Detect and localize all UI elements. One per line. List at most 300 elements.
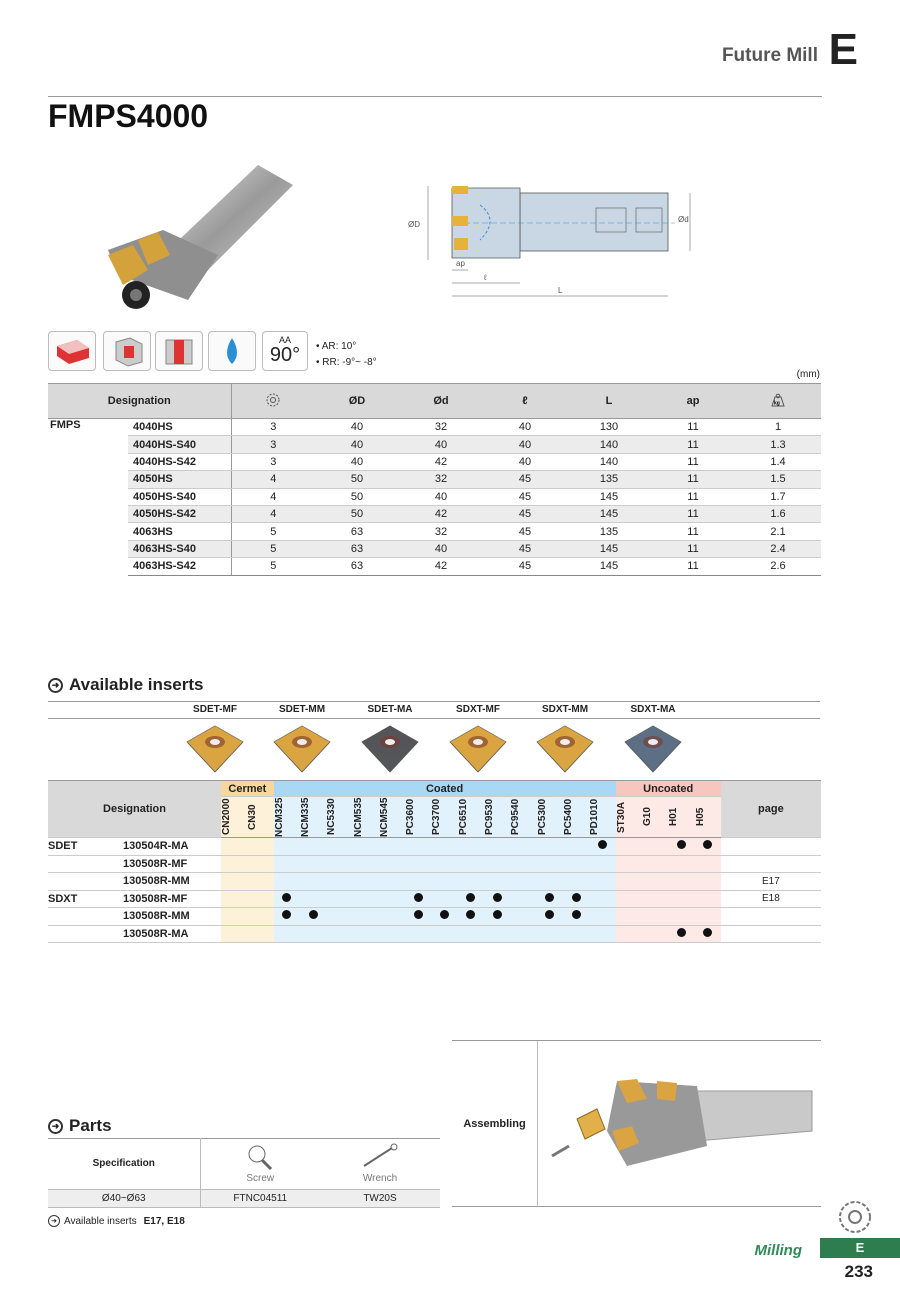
grade-cell [431, 873, 457, 891]
value-cell: 42 [399, 505, 483, 522]
grade-cell [616, 908, 642, 926]
grade-cell [326, 873, 352, 891]
availability-dot [545, 910, 554, 919]
table-row [48, 890, 821, 908]
grade-cell [458, 890, 484, 908]
grade-name: PD1010 [589, 798, 601, 836]
grade-header [458, 797, 484, 838]
value-cell: 40 [315, 419, 399, 436]
grade-name: G10 [641, 807, 653, 827]
grade-name: CN2000 [221, 798, 233, 836]
grade-cell [589, 838, 615, 856]
grade-group: SDET [48, 838, 123, 856]
grade-cell [668, 890, 694, 908]
value-cell: 5 [231, 523, 315, 540]
grade-cell [405, 855, 431, 873]
table-row [48, 855, 821, 873]
grade-cell [300, 838, 326, 856]
assembly-image [547, 1071, 817, 1181]
teeth-icon [265, 392, 281, 408]
page-cell[interactable]: E17 [721, 873, 821, 891]
header-divider [48, 96, 822, 97]
grade-name: PC5400 [562, 798, 574, 836]
grade-cell [537, 908, 563, 926]
value-cell: 40 [399, 540, 483, 557]
grade-name: PC6510 [457, 798, 469, 836]
col-d: Ød [399, 384, 483, 419]
grade-cell [616, 838, 642, 856]
table-row [48, 453, 821, 470]
face-milling-icon [48, 331, 96, 371]
table-row [48, 488, 821, 505]
milling-icon [838, 1200, 872, 1234]
inserts-heading [48, 675, 204, 695]
grade-header [484, 797, 510, 838]
value-cell: 11 [651, 453, 735, 470]
grade-cell [616, 873, 642, 891]
available-inserts-text: Available inserts [64, 1215, 137, 1227]
designation-cell: 4040HS-S40 [128, 436, 231, 453]
grade-cell [563, 855, 589, 873]
grade-cell [431, 838, 457, 856]
grade-cell [458, 873, 484, 891]
grade-cell [616, 925, 642, 943]
grade-cell [221, 925, 247, 943]
assembling-box [452, 1040, 821, 1207]
page-header: page [721, 781, 821, 838]
grade-cell [668, 925, 694, 943]
grade-cell [510, 838, 536, 856]
grade-cell [247, 925, 273, 943]
grade-header [510, 797, 536, 838]
grade-group [48, 925, 123, 943]
grade-cell [642, 890, 668, 908]
grade-cell [668, 908, 694, 926]
page-number: 233 [844, 1262, 873, 1281]
parts-table [48, 1138, 440, 1208]
value-cell: 5 [231, 558, 315, 575]
grade-cell [353, 890, 379, 908]
value-cell: 2.1 [735, 523, 821, 540]
insert-code: 130508R-MF [123, 855, 221, 873]
value-cell: 40 [483, 436, 567, 453]
grade-cell [484, 873, 510, 891]
value-cell: 145 [567, 540, 651, 557]
grade-cell [379, 890, 405, 908]
insert-code: 130508R-MF [123, 890, 221, 908]
grade-cell [431, 890, 457, 908]
value-cell: 3 [231, 419, 315, 436]
grade-cell [274, 838, 300, 856]
wrench-cell [320, 1138, 440, 1189]
inserts-divider-mid [48, 718, 820, 719]
availability-dot [493, 893, 502, 902]
grade-cell [353, 855, 379, 873]
col-l: ℓ [483, 384, 567, 419]
grade-group [48, 873, 123, 891]
page-cell [721, 838, 821, 856]
table-row [48, 523, 821, 540]
table-row [48, 838, 821, 856]
parts-heading [48, 1116, 112, 1136]
table-row [48, 873, 821, 891]
arrow-icon: ➜ [48, 1119, 63, 1134]
grade-cell [300, 908, 326, 926]
grade-cell [379, 908, 405, 926]
insert-name: SDXT-MF [456, 704, 500, 715]
grade-cell [431, 925, 457, 943]
grade-cell [668, 855, 694, 873]
available-inserts-ref [48, 1215, 185, 1227]
footer-letter: E [820, 1238, 900, 1258]
col-D: ØD [315, 384, 399, 419]
grade-header [589, 797, 615, 838]
footer-section: Milling [754, 1242, 802, 1259]
grade-header [326, 797, 352, 838]
grade-cell [668, 838, 694, 856]
value-cell: 40 [483, 419, 567, 436]
screw-icon [245, 1142, 275, 1170]
availability-dot [703, 840, 712, 849]
designation-cell: 4063HS-S42 [128, 558, 231, 575]
grade-name: PC5300 [536, 798, 548, 836]
insert-chip-icon [358, 722, 422, 776]
value-cell: 11 [651, 540, 735, 557]
value-cell: 40 [483, 453, 567, 470]
value-cell: 135 [567, 523, 651, 540]
insert-name: SDXT-MM [541, 704, 589, 715]
table-row [48, 471, 821, 488]
availability-dot [493, 910, 502, 919]
value-cell: 1.5 [735, 471, 821, 488]
grade-cell [484, 890, 510, 908]
grade-header [274, 797, 300, 838]
value-cell: 32 [399, 471, 483, 488]
value-cell: 42 [399, 558, 483, 575]
grade-cell [537, 890, 563, 908]
grade-group [48, 855, 123, 873]
availability-dot [677, 928, 686, 937]
grade-cell [247, 908, 273, 926]
insert-code: 130508R-MM [123, 908, 221, 926]
value-cell: 1.3 [735, 436, 821, 453]
grade-cell [695, 855, 721, 873]
table-row [48, 505, 821, 522]
designation-cell: 4063HS [128, 523, 231, 540]
value-cell: 40 [315, 453, 399, 470]
parts-heading-text: Parts [69, 1116, 112, 1135]
grade-cell [510, 873, 536, 891]
parts-range: Ø40~Ø63 [48, 1189, 200, 1207]
grade-cell [695, 908, 721, 926]
screw-code: FTNC04511 [200, 1189, 320, 1207]
grade-cell [379, 838, 405, 856]
grade-header [379, 797, 405, 838]
grade-cell [247, 873, 273, 891]
value-cell: 4 [231, 471, 315, 488]
designation-cell: 4040HS-S42 [128, 453, 231, 470]
grade-cell [326, 925, 352, 943]
shoulder-milling-icon [103, 331, 151, 371]
value-cell: 11 [651, 558, 735, 575]
availability-dot [282, 893, 291, 902]
col-ap: ap [651, 384, 735, 419]
slotting-icon [155, 331, 203, 371]
table-row [48, 925, 821, 943]
grade-name: PC3700 [431, 798, 443, 836]
grade-cell [616, 890, 642, 908]
spec-table [48, 383, 821, 576]
approach-angle-box [262, 331, 308, 371]
col-weight [735, 384, 821, 419]
grade-designation-header: Designation [48, 781, 221, 838]
grade-cell [379, 925, 405, 943]
label-D: ØD [408, 220, 420, 229]
availability-dot [572, 910, 581, 919]
availability-dot [598, 840, 607, 849]
grade-cell [563, 908, 589, 926]
value-cell: 11 [651, 471, 735, 488]
grade-cell [300, 855, 326, 873]
rake-angles [316, 339, 377, 371]
grade-cell [563, 925, 589, 943]
grade-cell [484, 925, 510, 943]
grade-cell [563, 873, 589, 891]
grade-table [48, 780, 821, 943]
insert-code: 130508R-MA [123, 925, 221, 943]
grade-name: NCM335 [299, 797, 311, 837]
value-cell: 45 [483, 540, 567, 557]
grade-name: H05 [694, 807, 706, 827]
grade-cell [405, 873, 431, 891]
value-cell: 135 [567, 471, 651, 488]
label-L: L [558, 286, 563, 295]
inserts-divider-top [48, 701, 820, 702]
availability-dot [572, 893, 581, 902]
grade-cell [405, 925, 431, 943]
page-cell[interactable]: E18 [721, 890, 821, 908]
value-cell: 145 [567, 558, 651, 575]
grade-cell [510, 925, 536, 943]
grade-group: SDXT [48, 890, 123, 908]
grade-cell [405, 838, 431, 856]
grade-cell [510, 890, 536, 908]
grade-cell [300, 873, 326, 891]
value-cell: 2.6 [735, 558, 821, 575]
technical-drawing [400, 180, 700, 300]
grade-cell [695, 873, 721, 891]
radial-rake: • RR: -9°~ -8° [316, 357, 377, 368]
value-cell: 40 [315, 436, 399, 453]
col-L: L [567, 384, 651, 419]
screw-label: Screw [246, 1173, 275, 1185]
inserts-heading-text: Available inserts [69, 675, 204, 694]
grade-cell [589, 855, 615, 873]
category-title: Future Mill [721, 45, 818, 66]
value-cell: 11 [651, 436, 735, 453]
assembling-label: Assembling [452, 1041, 538, 1207]
arrow-icon: ➜ [48, 1215, 60, 1227]
grade-cell [510, 908, 536, 926]
designation-cell: 4050HS-S40 [128, 488, 231, 505]
grade-cell [484, 855, 510, 873]
group-header-coated: Coated [274, 781, 616, 797]
grade-cell [405, 890, 431, 908]
availability-dot [440, 910, 449, 919]
grade-cell [668, 873, 694, 891]
insert-name: SDET-MF [193, 704, 237, 715]
grade-header [431, 797, 457, 838]
designation-cell: 4050HS-S42 [128, 505, 231, 522]
grade-cell [431, 855, 457, 873]
page-cell [721, 855, 821, 873]
designation-cell: 4040HS [128, 419, 231, 436]
wrench-icon [360, 1142, 400, 1170]
value-cell: 50 [315, 505, 399, 522]
screw-cell [200, 1138, 320, 1189]
table-row [48, 540, 821, 557]
grade-cell [695, 925, 721, 943]
availability-dot [545, 893, 554, 902]
grade-cell [563, 890, 589, 908]
value-cell: 32 [399, 523, 483, 540]
table-row [48, 419, 821, 436]
grade-cell [484, 908, 510, 926]
group-label: FMPS [50, 419, 81, 431]
grade-header [537, 797, 563, 838]
grade-cell [484, 838, 510, 856]
grade-cell [616, 855, 642, 873]
grade-header [616, 797, 642, 838]
value-cell: 3 [231, 436, 315, 453]
value-cell: 1.6 [735, 505, 821, 522]
availability-dot [414, 893, 423, 902]
value-cell: 50 [315, 488, 399, 505]
weight-icon [768, 393, 788, 407]
unit-label: (mm) [796, 369, 820, 380]
grade-cell [589, 890, 615, 908]
product-image [78, 160, 298, 320]
section-letter: E [828, 25, 858, 74]
grade-cell [353, 873, 379, 891]
value-cell: 1 [735, 419, 821, 436]
grade-cell [221, 890, 247, 908]
value-cell: 11 [651, 419, 735, 436]
grade-cell [589, 925, 615, 943]
wrench-label: Wrench [362, 1173, 398, 1185]
availability-dot [466, 910, 475, 919]
table-row [48, 436, 821, 453]
grade-cell [274, 908, 300, 926]
axial-rake: • AR: 10° [316, 341, 357, 352]
availability-dot [309, 910, 318, 919]
insert-chip-icon [621, 722, 685, 776]
grade-cell [563, 838, 589, 856]
grade-cell [458, 925, 484, 943]
grade-group [48, 908, 123, 926]
value-cell: 3 [231, 453, 315, 470]
availability-dot [703, 928, 712, 937]
value-cell: 63 [315, 523, 399, 540]
insert-chip-icon [270, 722, 334, 776]
grade-name: NCM545 [378, 797, 390, 837]
grade-cell [405, 908, 431, 926]
value-cell: 63 [315, 540, 399, 557]
availability-dot [414, 910, 423, 919]
availability-dot [466, 893, 475, 902]
grade-cell [537, 838, 563, 856]
page-cell [721, 908, 821, 926]
grade-cell [458, 908, 484, 926]
grade-cell [221, 873, 247, 891]
grade-cell [247, 890, 273, 908]
availability-dot [677, 840, 686, 849]
approach-angle-value: 90° [269, 344, 301, 366]
insert-chip-icon [183, 722, 247, 776]
grade-cell [642, 838, 668, 856]
insert-name: SDET-MM [278, 704, 326, 715]
grade-name: CN30 [247, 804, 259, 830]
grade-cell [458, 838, 484, 856]
grade-cell [353, 908, 379, 926]
grade-cell [221, 908, 247, 926]
grade-name: PC9530 [484, 798, 496, 836]
grade-name: NCM325 [273, 797, 285, 837]
value-cell: 32 [399, 419, 483, 436]
grade-header [695, 797, 721, 838]
grade-cell [221, 855, 247, 873]
value-cell: 45 [483, 558, 567, 575]
available-inserts-pages[interactable]: E17, E18 [143, 1215, 185, 1227]
col-designation: Designation [48, 384, 231, 419]
grade-cell [695, 838, 721, 856]
grade-cell [642, 925, 668, 943]
approach-angle-label: AA [278, 335, 291, 345]
table-row [48, 558, 821, 575]
arrow-icon: ➜ [48, 678, 63, 693]
value-cell: 2.4 [735, 540, 821, 557]
grade-cell [247, 838, 273, 856]
grade-cell [353, 838, 379, 856]
grade-cell [642, 873, 668, 891]
grade-cell [274, 925, 300, 943]
grade-cell [458, 855, 484, 873]
grade-name: PC9540 [510, 798, 522, 836]
grade-cell [379, 873, 405, 891]
value-cell: 145 [567, 488, 651, 505]
grade-cell [326, 890, 352, 908]
grade-name: PC3600 [405, 798, 417, 836]
label-l: ℓ [484, 273, 487, 282]
value-cell: 45 [483, 505, 567, 522]
value-cell: 140 [567, 436, 651, 453]
grade-cell [274, 890, 300, 908]
grade-header [563, 797, 589, 838]
insert-code: 130508R-MM [123, 873, 221, 891]
grade-header [353, 797, 379, 838]
availability-dot [282, 910, 291, 919]
value-cell: 4 [231, 488, 315, 505]
grade-header [247, 797, 273, 838]
col-teeth [231, 384, 315, 419]
value-cell: 5 [231, 540, 315, 557]
value-cell: 45 [483, 488, 567, 505]
value-cell: 4 [231, 505, 315, 522]
grade-cell [274, 873, 300, 891]
grade-cell [695, 890, 721, 908]
value-cell: 140 [567, 453, 651, 470]
designation-cell: 4063HS-S40 [128, 540, 231, 557]
